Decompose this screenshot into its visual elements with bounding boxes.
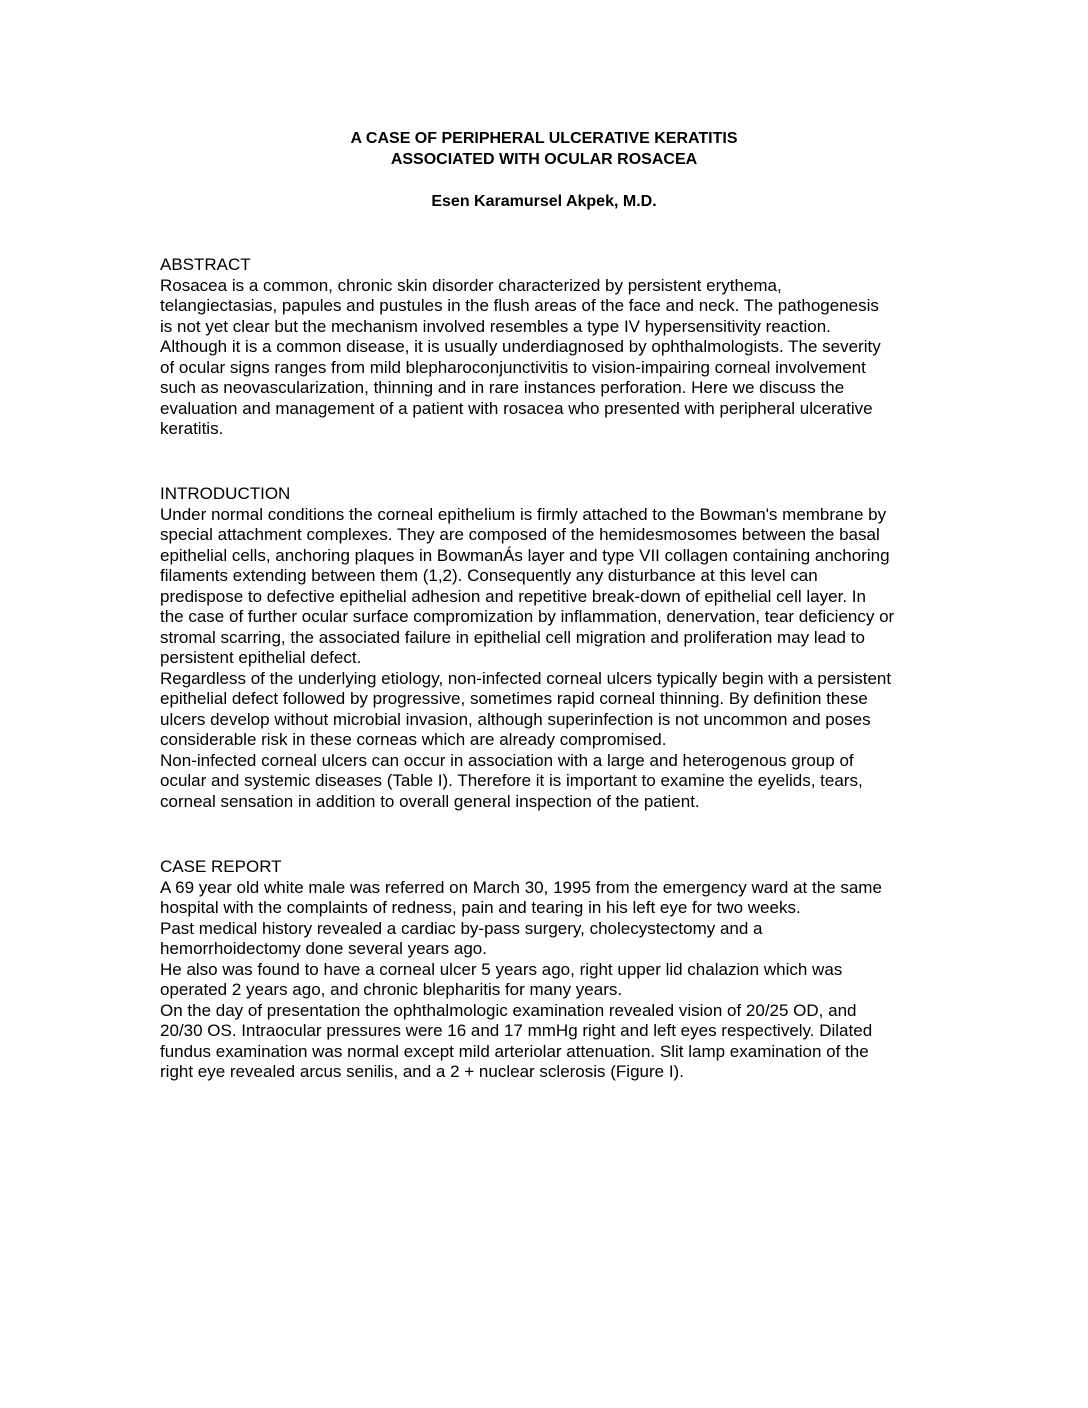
introduction-line: ocular and systemic diseases (Table I). Therefore it is important to examine the eyelids, tears, [160, 771, 863, 790]
document-title [0, 128, 1088, 170]
abstract-line: Although it is a common disease, it is usually underdiagnosed by ophthalmologists. The severity [160, 337, 881, 356]
title-line-2: ASSOCIATED WITH OCULAR ROSACEA [390, 151, 698, 168]
case-report-line: On the day of presentation the ophthalmologic examination revealed vision of 20/25 OD, and [160, 1000, 857, 1020]
introduction-line: stromal scarring, the associated failure in epithelial cell migration and proliferation may lead to [160, 627, 865, 647]
abstract-heading: ABSTRACT [160, 255, 251, 274]
introduction-line: corneal sensation in addition to overall general inspection of the patient. [160, 791, 700, 811]
case-report-line: hospital with the complaints of redness, pain and tearing in his left eye for two weeks. [160, 898, 801, 917]
case-report-line: operated 2 years ago, and chronic blepharitis for many years. [160, 980, 623, 999]
introduction-line: Non-infected corneal ulcers can occur in association with a large and heterogenous group of [160, 750, 854, 770]
introduction-line: predispose to defective epithelial adhesion and repetitive break-down of epithelial cell layer. In [160, 586, 866, 606]
introduction-heading: INTRODUCTION [160, 484, 291, 503]
introduction-line: the case of further ocular surface compromization by inflammation, denervation, tear deficiency or [160, 607, 895, 626]
case-report-heading: CASE REPORT [160, 857, 282, 876]
case-report-line: 20/30 OS. Intraocular pressures were 16 and 17 mmHg right and left eyes respectively. Dilated [160, 1021, 873, 1040]
introduction-line: persistent epithelial defect. [160, 648, 362, 667]
case-report-line: Past medical history revealed a cardiac by-pass surgery, cholecystectomy and a [160, 918, 763, 938]
abstract-line: such as neovascularization, thinning and in rare instances perforation. Here we discuss the [160, 378, 845, 397]
introduction-line: Under normal conditions the corneal epithelium is firmly attached to the Bowman's membrane by [160, 504, 887, 524]
introduction-line: filaments extending between them (1,2). Consequently any disturbance at this level can [160, 566, 818, 585]
introduction-line: Regardless of the underlying etiology, non-infected corneal ulcers typically begin with a persistent [160, 668, 892, 688]
case-report-line: fundus examination was normal except mild arteriolar attenuation. Slit lamp examination of the [160, 1041, 869, 1061]
abstract-line: of ocular signs ranges from mild blepharoconjunctivitis to vision-impairing corneal involvement [160, 357, 866, 377]
abstract-line: telangiectasias, papules and pustules in the flush areas of the face and neck. The pathogenesis [160, 296, 879, 315]
introduction-section [160, 484, 940, 812]
introduction-line: epithelial cells, anchoring plaques in BowmanÁs layer and type VII collagen containing anchoring [160, 545, 890, 565]
author-name: Esen Karamursel Akpek, M.D. [431, 193, 657, 210]
case-report-line: A 69 year old white male was referred on March 30, 1995 from the emergency ward at the same [160, 877, 882, 897]
abstract-section [160, 255, 940, 440]
case-report-line: right eye revealed arcus senilis, and a 2 + nuclear sclerosis (Figure I). [160, 1062, 684, 1081]
introduction-line: ulcers develop without microbial invasion, although superinfection is not uncommon and poses [160, 709, 871, 729]
case-report-line: hemorrhoidectomy done several years ago. [160, 939, 487, 958]
title-line-1: A CASE OF PERIPHERAL ULCERATIVE KERATITIS [350, 130, 738, 147]
case-report-line: He also was found to have a corneal ulcer 5 years ago, right upper lid chalazion which was [160, 959, 843, 979]
case-report-section [160, 857, 940, 1083]
abstract-line: evaluation and management of a patient with rosacea who presented with peripheral ulcerative [160, 398, 873, 418]
abstract-line: is not yet clear but the mechanism involved resembles a type IV hypersensitivity reaction. [160, 316, 831, 336]
introduction-line: considerable risk in these corneas which are already compromised. [160, 730, 667, 749]
introduction-line: epithelial defect followed by progressive, sometimes rapid corneal thinning. By definition these [160, 689, 868, 708]
abstract-line: Rosacea is a common, chronic skin disorder characterized by persistent erythema, [160, 275, 782, 295]
introduction-line: special attachment complexes. They are composed of the hemidesmosomes between the basal [160, 525, 880, 544]
abstract-line: keratitis. [160, 419, 224, 438]
